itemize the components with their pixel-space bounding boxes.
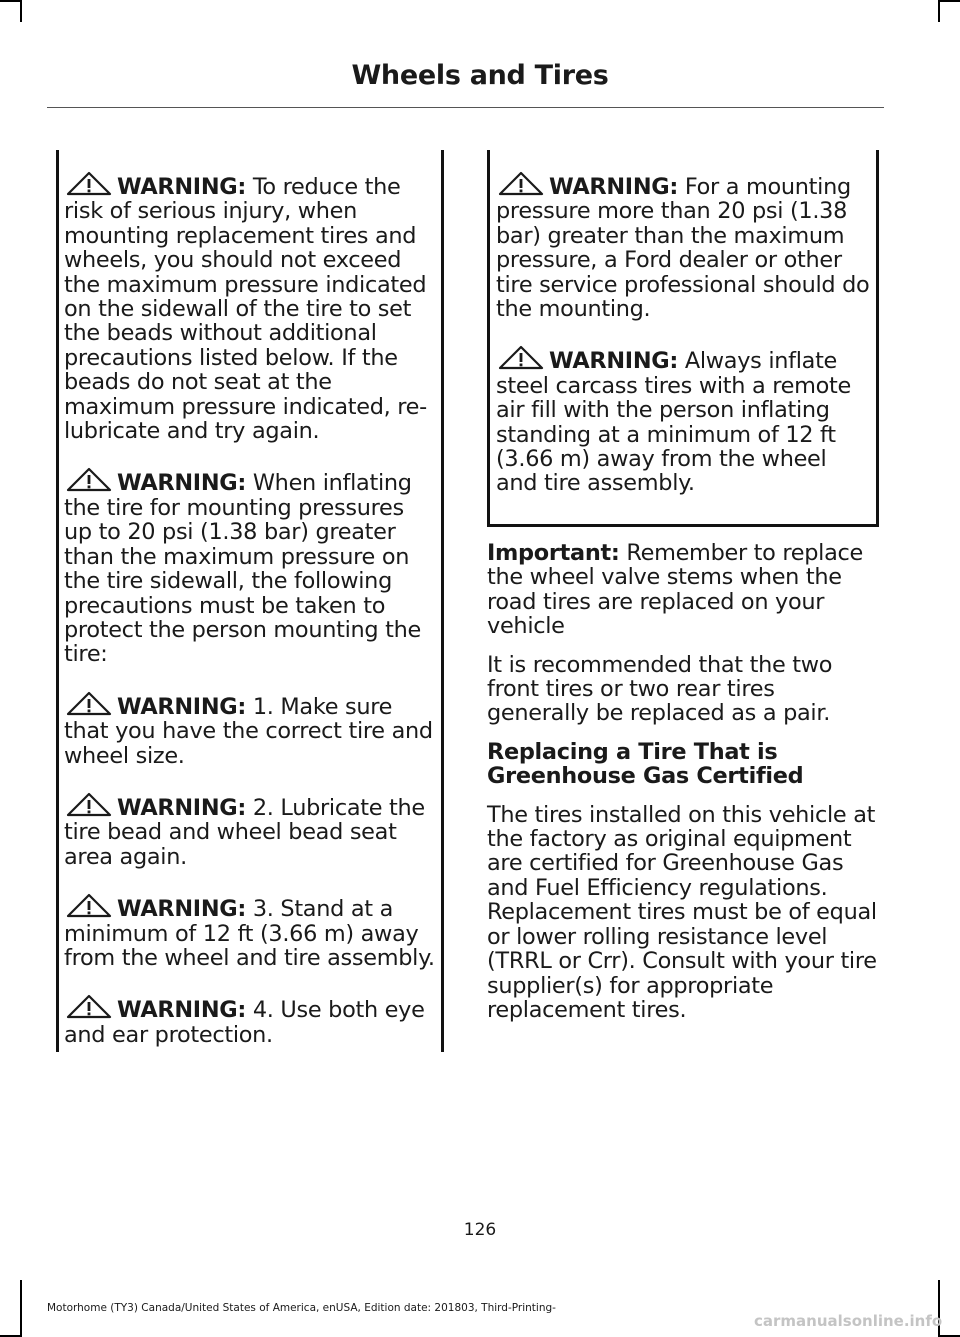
left-warning-box	[56, 150, 444, 1052]
warning-triangle-icon	[498, 170, 544, 196]
crop-mark	[0, 0, 22, 2]
important-text: Remember to replace the wheel valve stems when the road tires are replaced on your vehicle	[487, 540, 864, 640]
warning-text: 1. Make sure that you have the correct tire and wheel size.	[64, 693, 433, 769]
important-label: Important:	[487, 540, 620, 566]
warning-text: Always inflate steel carcass tires with a remote air fill with the person inflating standing at a minimum of 12 ft (3.66 m) away from the wheel and tire assembly.	[496, 348, 851, 497]
warning-item	[64, 170, 438, 443]
warning-text: 4. Use both eye and ear protection.	[64, 997, 425, 1048]
paragraph-ghg: The tires installed on this vehicle at the factory as original equipment are certified for Greenhouse Gas and Fuel Efficiency regulations. Replacement tires must be of equal or lower rolling resistance level (TRRL or Crr). Consult with your tire supplier(s) for appropriate replacement tires.	[487, 801, 877, 1023]
warning-triangle-icon	[66, 892, 112, 918]
crop-mark	[938, 0, 960, 2]
warning-label: WARNING:	[117, 997, 247, 1024]
right-warning-list	[496, 170, 872, 519]
section-heading: Replacing a Tire That is Greenhouse Gas Certified	[487, 738, 804, 790]
warning-text: 3. Stand at a minimum of 12 ft (3.66 m) away from the wheel and tire assembly.	[64, 896, 435, 971]
paragraph-replace-pair: It is recommended that the two front tires or two rear tires generally be replaced as a pair.	[487, 651, 833, 727]
box-border-right	[441, 150, 444, 1052]
warning-item	[496, 344, 872, 495]
warning-text: To reduce the risk of serious injury, when mounting replacement tires and wheels, you should not exceed the maximum pressure indicated on the sidewall of the tire to set the beads without additional precautions listed below. If the beads do not seat at the maximum pressure indicated, re-lubricate and try again.	[64, 174, 427, 445]
page-title: Wheels and Tires	[351, 60, 609, 91]
warning-label: WARNING:	[549, 174, 679, 200]
warning-label: WARNING:	[117, 693, 247, 720]
watermark: carmanualsonline.info	[754, 1312, 943, 1330]
right-warning-box	[487, 150, 879, 527]
warning-label: WARNING:	[117, 174, 247, 200]
footer-text: Motorhome (TY3) Canada/United States of America, enUSA, Edition date: 201803, Third-Printing-	[47, 1302, 556, 1314]
warning-triangle-icon	[66, 993, 112, 1019]
warning-label: WARNING:	[549, 348, 679, 375]
left-warning-list	[64, 170, 438, 1070]
warning-triangle-icon	[498, 344, 544, 370]
warning-text: 2. Lubricate the tire bead and wheel bead seat area again.	[64, 794, 425, 870]
crop-mark	[20, 1280, 22, 1337]
warning-item	[64, 892, 438, 970]
page-number: 126	[463, 1220, 497, 1240]
warning-item	[64, 993, 438, 1047]
warning-label: WARNING:	[117, 470, 247, 497]
title-divider	[47, 107, 884, 108]
warning-item	[64, 690, 438, 768]
box-border-left	[56, 150, 59, 1052]
warning-label: WARNING:	[117, 794, 247, 821]
crop-mark	[938, 0, 940, 22]
warning-item	[64, 466, 438, 666]
warning-label: WARNING:	[117, 896, 247, 923]
warning-text: When inflating the tire for mounting pressures up to 20 psi (1.38 bar) greater than the maximum pressure on the tire sidewall, the following precautions must be taken to protect the person mounting the tire:	[64, 470, 421, 668]
right-column	[487, 150, 879, 1036]
warning-triangle-icon	[66, 466, 112, 492]
warning-triangle-icon	[66, 690, 112, 716]
warning-triangle-icon	[66, 791, 112, 817]
warning-item	[64, 791, 438, 869]
warning-triangle-icon	[66, 170, 112, 196]
important-note	[487, 541, 879, 639]
warning-text: For a mounting pressure more than 20 psi (1.38 bar) greater than the maximum pressure, a Ford dealer or other tire service professional should do the mounting.	[496, 174, 870, 323]
warning-item	[496, 170, 872, 321]
crop-mark	[20, 0, 22, 22]
